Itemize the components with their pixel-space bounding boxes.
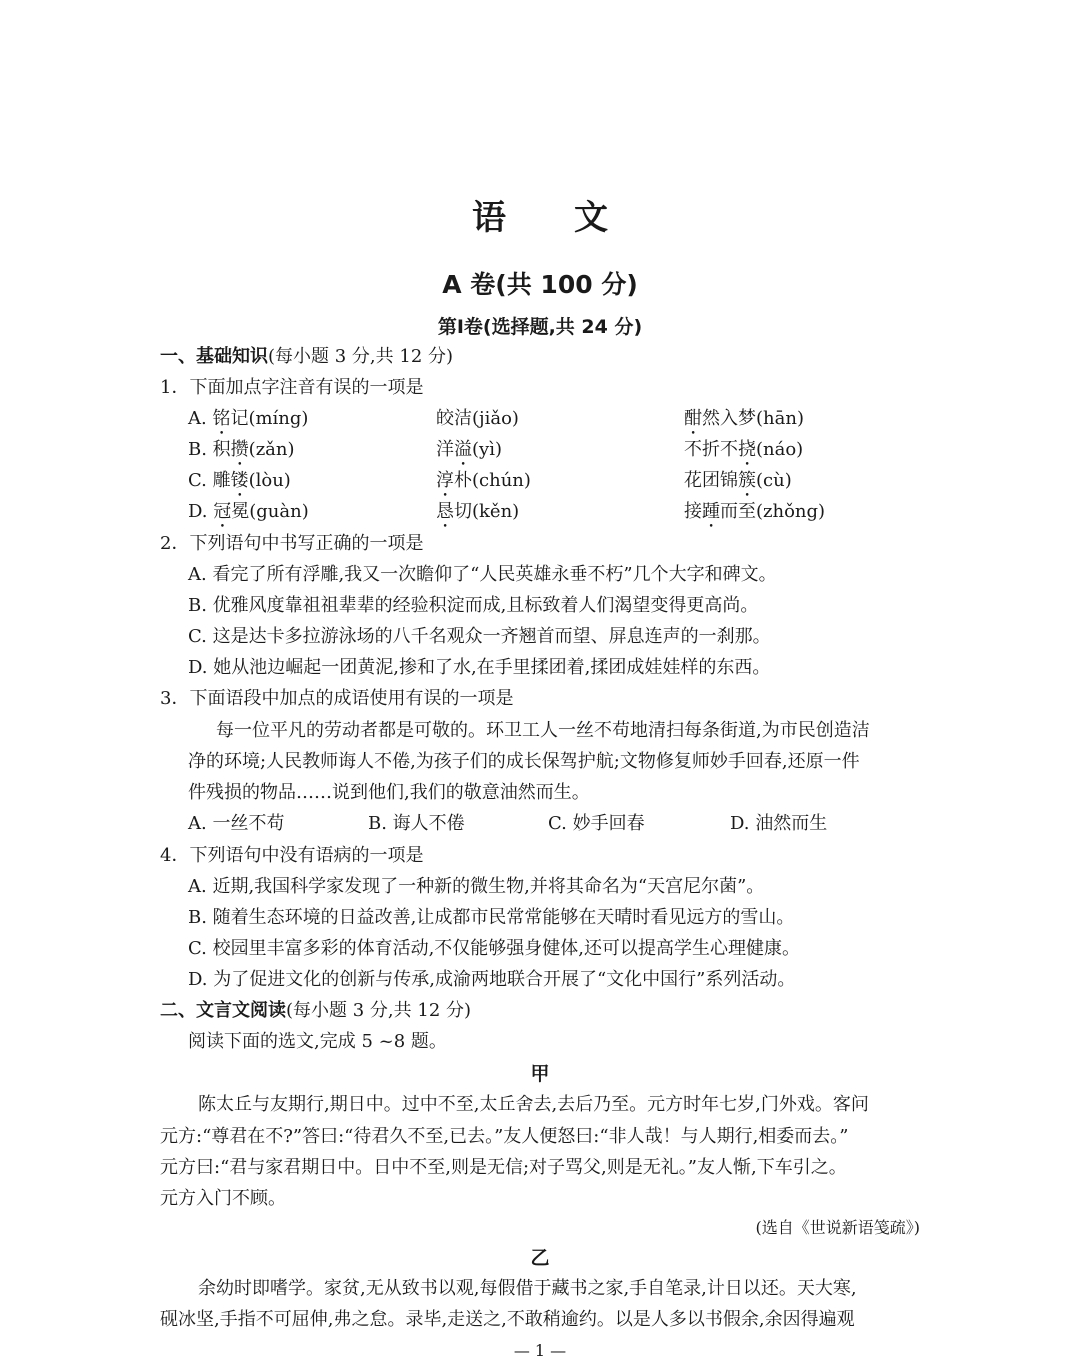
q1-c2-dot: 淳: [436, 470, 454, 491]
q1-c2-rest: 朴(chún): [454, 470, 531, 491]
q1-option-b3: [684, 439, 803, 470]
q1-c3-dot: 簇: [738, 470, 756, 491]
section2-instruction: 阅读下面的选文,完成 5 ~8 题。: [188, 1031, 447, 1052]
jia-line1: 陈太丘与友期行,期日中。过中不至,太丘舍去,去后乃至。元方时年七岁,门外戏。客问: [198, 1094, 869, 1115]
q1-a2-rest: 洁(jiǎo): [454, 408, 519, 429]
q4-option-a: A. 近期,我国科学家发现了一种新的微生物,并将其命名为“天宫尼尔菌”。: [188, 876, 765, 897]
q1-b3-dot: 挠: [738, 439, 756, 460]
q1-d2-rest: 切(kěn): [454, 501, 520, 522]
q1-d-rest: 冕(guàn): [231, 501, 309, 522]
page-number: — 1 —: [513, 1341, 567, 1360]
q1-b2-rest: (yì): [472, 439, 502, 460]
q3-passage-line3: 件残损的物品……说到他们,我们的敬意油然而生。: [188, 782, 590, 803]
q3-stem: 3．下面语段中加点的成语使用有误的一项是: [160, 688, 514, 709]
q1-a2-pre: 皎: [436, 408, 454, 429]
q4-option-b: B. 随着生态环境的日益改善,让成都市民常常能够在天晴时看见远方的雪山。: [188, 907, 795, 928]
q1-d-dot: 冠: [213, 501, 232, 522]
q1-c3-rest: (cù): [756, 470, 792, 491]
q2-option-c: C. 这是达卡多拉游泳场的八千名观众一齐翘首而望、屏息连声的一刹那。: [188, 626, 771, 647]
q1-b2-pre: 洋: [436, 439, 454, 460]
section2-title: 二、文言文阅读: [160, 1000, 286, 1021]
paper-a-heading: A 卷(共 100 分): [442, 270, 638, 299]
jia-line3: 元方曰:“君与家君期日中。日中不至,则是无信;对子骂父,则是无礼。”友人惭,下车引之。: [160, 1157, 847, 1178]
q1-option-c2: [436, 470, 531, 501]
section1-title: 一、基础知识: [160, 346, 268, 367]
q1-option-d1: [188, 501, 309, 532]
q1-b-rest: (zǎn): [248, 439, 295, 460]
page-title: 语 文: [472, 198, 608, 238]
q3-option-d: D. 油然而生: [730, 813, 828, 834]
yi-line2: 砚冰坚,手指不可屈伸,弗之怠。录毕,走送之,不敢稍逾约。以是人多以书假余,余因得遍观: [160, 1309, 855, 1330]
q1-c-dot: 镂: [230, 470, 249, 491]
q1-b2-dot: 溢: [454, 439, 472, 460]
q4-option-c: C. 校园里丰富多彩的体育活动,不仅能够强身健体,还可以提高学生心理健康。: [188, 938, 801, 959]
q1-option-c1: [188, 470, 291, 501]
jia-line4: 元方入门不顾。: [160, 1188, 286, 1209]
jia-line2: 元方:“尊君在不?”答曰:“待君久不至,已去。”友人便怒曰:“非人哉！与人期行,相委而去。”: [160, 1126, 849, 1147]
q1-c-rest: (lòu): [248, 470, 291, 491]
passage-yi-label: 乙: [530, 1247, 550, 1269]
q1-option-a3: [684, 408, 804, 439]
section2-note: (每小题 3 分,共 12 分): [286, 1000, 472, 1021]
q2-option-d: D. 她从池边崛起一团黄泥,掺和了水,在手里揉团着,揉团成娃娃样的东西。: [188, 657, 771, 678]
q3-option-c: C. 妙手回春: [548, 813, 645, 834]
q1-b3-rest: (náo): [756, 439, 804, 460]
q2-stem: 2．下列语句中书写正确的一项是: [160, 533, 424, 554]
q1-option-d2: [436, 501, 519, 532]
q1-option-b2: [436, 439, 502, 470]
q1-a3-rest: 然入梦(hān): [702, 408, 804, 429]
q1-option-d3: [684, 501, 825, 532]
q1-a-dot: 铭: [212, 408, 231, 429]
passage-jia-label: 甲: [530, 1063, 550, 1085]
section1-note: (每小题 3 分,共 12 分): [268, 346, 454, 367]
q1-d3-dot: 踵: [702, 501, 720, 522]
q1-d2-dot: 恳: [436, 501, 454, 522]
q1-b3-pre: 不折不: [684, 439, 738, 460]
part1-heading: 第Ⅰ卷(选择题,共 24 分): [437, 316, 643, 338]
q1-a-rest: 记(míng): [230, 408, 309, 429]
q1-b-dot: 攒: [230, 439, 249, 460]
q4-option-d: D. 为了促进文化的创新与传承,成渝两地联合开展了“文化中国行”系列活动。: [188, 969, 796, 990]
q1-option-c3: [684, 470, 792, 501]
q1-option-a2: [436, 408, 519, 430]
q3-option-b: B. 诲人不倦: [368, 813, 465, 834]
q2-option-b: B. 优雅风度靠祖祖辈辈的经验积淀而成,且标致着人们渴望变得更高尚。: [188, 595, 759, 616]
q1-c-pre: C. 雕: [188, 470, 231, 491]
q1-d-pre: D.: [188, 501, 214, 522]
section2-heading: [160, 1000, 471, 1022]
q3-passage-line2: 净的环境;人民教师诲人不倦,为孩子们的成长保驾护航;文物修复师妙手回春,还原一件: [188, 751, 860, 772]
q1-d3-rest: 而至(zhǒng): [720, 501, 826, 522]
q1-b-pre: B. 积: [188, 439, 231, 460]
q1-option-a1: [188, 408, 308, 439]
q1-stem: 1．下面加点字注音有误的一项是: [160, 377, 424, 398]
q1-a-text: A.: [188, 408, 213, 429]
q3-option-a: A. 一丝不苟: [188, 813, 285, 834]
q1-d3-pre: 接: [684, 501, 702, 522]
jia-source: (选自《世说新语笺疏》): [755, 1218, 920, 1237]
q4-stem: 4．下列语句中没有语病的一项是: [160, 845, 424, 866]
yi-line1: 余幼时即嗜学。家贫,无从致书以观,每假借于藏书之家,手自笔录,计日以还。天大寒,: [198, 1278, 857, 1299]
q3-passage-line1: 每一位平凡的劳动者都是可敬的。环卫工人一丝不苟地清扫每条街道,为市民创造洁: [216, 720, 870, 741]
q1-c3-pre: 花团锦: [684, 470, 738, 491]
q1-option-b1: [188, 439, 295, 470]
q1-a3-dot: 酣: [684, 408, 702, 429]
section1-heading: [160, 346, 453, 368]
q2-option-a: A. 看完了所有浮雕,我又一次瞻仰了“人民英雄永垂不朽”几个大字和碑文。: [188, 564, 777, 585]
